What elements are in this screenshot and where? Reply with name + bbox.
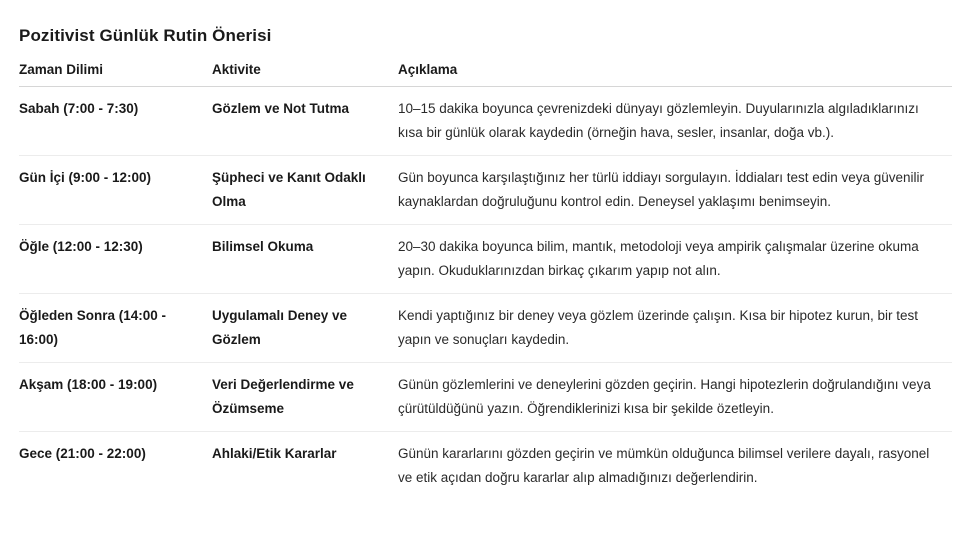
cell-description: Günün kararlarını gözden geçirin ve mümkün olduğunca bilimsel verilere dayalı, rasyonel ve etik açıdan doğru kararlar alıp almadığınızı değerlendirin. bbox=[398, 446, 930, 485]
routine-table bbox=[19, 62, 952, 500]
column-header-description: Açıklama bbox=[398, 62, 952, 87]
cell-activity: Uygulamalı Deney ve Gözlem bbox=[212, 294, 398, 363]
table-row bbox=[19, 87, 952, 156]
cell-time: Akşam (18:00 - 19:00) bbox=[19, 363, 212, 432]
table-row bbox=[19, 225, 952, 294]
cell-time: Gece (21:00 - 22:00) bbox=[19, 446, 146, 461]
column-header-time: Zaman Dilimi bbox=[19, 62, 212, 87]
cell-time: Öğleden Sonra (14:00 - 16:00) bbox=[19, 294, 212, 363]
cell-activity: Gözlem ve Not Tutma bbox=[212, 87, 398, 156]
cell-time: Öğle (12:00 - 12:30) bbox=[19, 225, 212, 294]
cell-time: Sabah (7:00 - 7:30) bbox=[19, 87, 212, 156]
column-header-activity: Aktivite bbox=[212, 62, 398, 87]
page-title: Pozitivist Günlük Rutin Önerisi bbox=[19, 26, 272, 45]
table-row bbox=[19, 294, 952, 363]
table-row bbox=[19, 363, 952, 432]
cell-activity: Ahlaki/Etik Kararlar bbox=[212, 446, 337, 461]
cell-activity: Veri Değerlendirme ve Özümseme bbox=[212, 363, 398, 432]
table-row bbox=[19, 156, 952, 225]
table-row bbox=[19, 432, 952, 501]
cell-description: Gün boyunca karşılaştığınız her türlü iddiayı sorgulayın. İddiaları test edin veya güvenilir kaynaklardan doğruluğunu kontrol edin. Deneysel yaklaşımı benimseyin. bbox=[398, 156, 952, 225]
cell-time: Gün İçi (9:00 - 12:00) bbox=[19, 156, 212, 225]
cell-activity: Şüpheci ve Kanıt Odaklı Olma bbox=[212, 156, 398, 225]
table-header-row bbox=[19, 62, 952, 87]
cell-activity: Bilimsel Okuma bbox=[212, 225, 398, 294]
cell-description: Kendi yaptığınız bir deney veya gözlem üzerinde çalışın. Kısa bir hipotez kurun, bir test yapın ve sonuçları kaydedin. bbox=[398, 294, 952, 363]
cell-description: Günün gözlemlerini ve deneylerini gözden geçirin. Hangi hipotezlerin doğrulandığını veya çürütüldüğünü yazın. Öğrendiklerinizi kısa bir şekilde özetleyin. bbox=[398, 363, 952, 432]
cell-description: 10–15 dakika boyunca çevrenizdeki dünyayı gözlemleyin. Duyularınızla algıladıklarınızı kısa bir günlük olarak kaydedin (örneğin hava, sesler, insanlar, doğa vb.). bbox=[398, 87, 952, 156]
cell-description: 20–30 dakika boyunca bilim, mantık, metodoloji veya ampirik çalışmalar üzerine okuma yapın. Okuduklarınızdan birkaç çıkarım yapıp not alın. bbox=[398, 225, 952, 294]
